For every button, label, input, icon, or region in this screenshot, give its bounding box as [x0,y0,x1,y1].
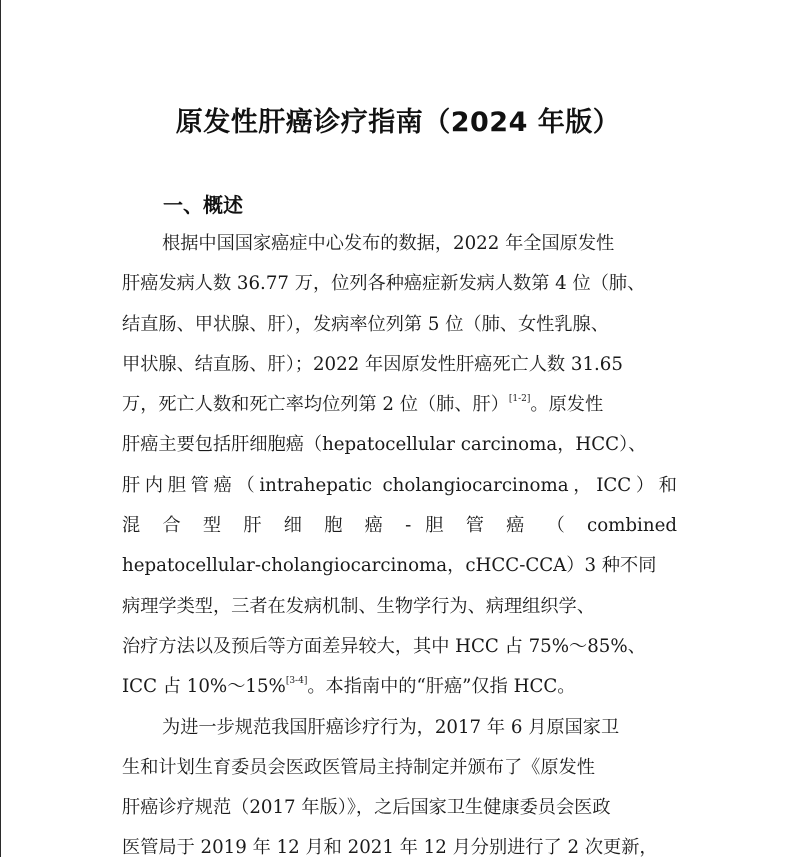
citation-marker: [3-4] [285,676,308,687]
section-heading: 一、概述 [163,193,243,217]
text-line [122,385,677,425]
text-line: 生和计划生育委员会医政医管局主持制定并颁布了《原发性 [122,756,595,778]
citation-marker: [1-2] [508,394,531,405]
body-text [122,224,677,857]
text-line: 医管局于 2019 年 12 月和 2021 年 12 月分别进行了 2 次更新， [122,837,658,857]
text-line: 混 合 型 肝 细 胞 癌 - 胆 管 癌 （ combined [122,515,677,537]
text-segment: 。本指南中的“肝癌”仅指 HCC。 [307,676,576,698]
text-line: 治疗方法以及预后等方面差异较大，其中 HCC 占 75%～85%、 [122,635,646,657]
text-segment: 万，死亡人数和死亡率均位列第 2 位（肺、肝） [122,394,509,416]
text-line: 病理学类型，三者在发病机制、生物学行为、病理组织学、 [122,595,595,617]
text-line: 肝癌诊疗规范（2017 年版）》，之后国家卫生健康委员会医政 [122,797,611,819]
text-segment: ICC 占 10%～15% [122,676,286,698]
document-title: 原发性肝癌诊疗指南（2024 年版） [175,107,621,138]
text-line: 甲状腺、结直肠、肝）；2022 年因原发性肝癌死亡人数 31.65 [122,353,623,375]
text-line: 为进一步规范我国肝癌诊疗行为，2017 年 6 月原国家卫 [162,716,620,738]
text-line: 肝内胆管癌（intrahepatic cholangiocarcinoma，ICC）和 [122,474,677,496]
text-line: 结直肠、甲状腺、肝），发病率位列第 5 位（肺、女性乳腺、 [122,313,609,335]
text-line [122,667,677,707]
text-segment: 。原发性 [530,394,604,416]
text-line: 根据中国国家癌症中心发布的数据，2022 年全国原发性 [162,233,615,254]
text-line: hepatocellular-cholangiocarcinoma，cHCC-CCA）3 种不同 [122,555,657,577]
text-line: 肝癌发病人数 36.77 万，位列各种癌症新发病人数第 4 位（肺、 [122,273,646,295]
text-line: 肝癌主要包括肝细胞癌（hepatocellular carcinoma，HCC）、 [122,434,647,456]
